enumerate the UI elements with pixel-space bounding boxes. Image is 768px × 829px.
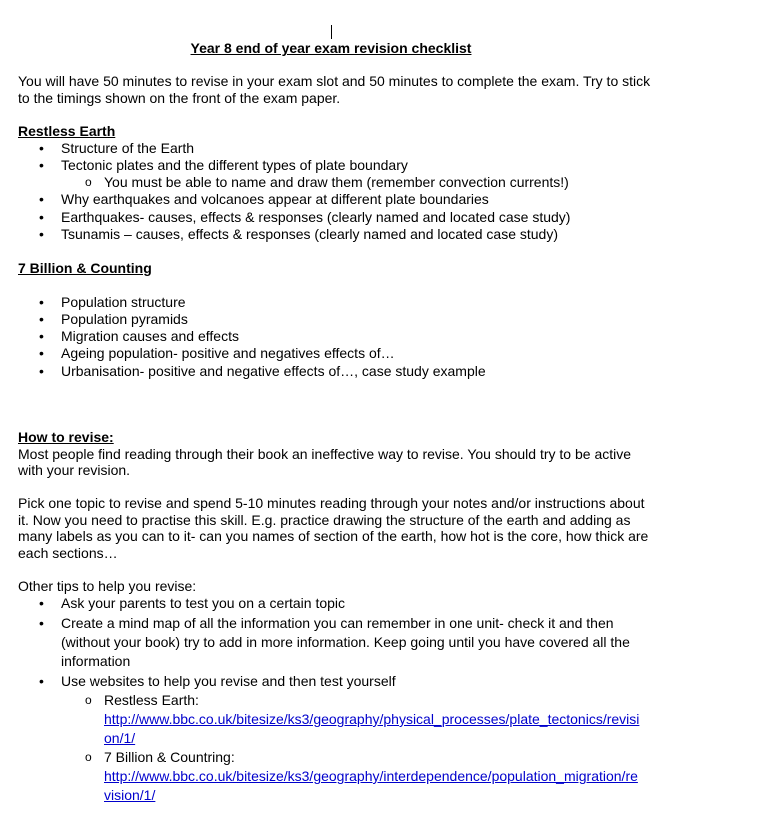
restless-earth-section	[18, 123, 658, 243]
billion-list	[18, 294, 658, 380]
websites-list	[61, 691, 658, 805]
bitesize-population-link[interactable]: http://www.bbc.co.uk/bitesize/ks3/geography/interdependence/population_migration/revision/1/	[104, 768, 638, 803]
bitesize-restless-earth-link[interactable]: http://www.bbc.co.uk/bitesize/ks3/geography/physical_processes/plate_tectonics/revision/1/	[104, 711, 640, 746]
list-item: • Use websites to help you revise and then test yourself o Restless Earth: http://www.bbc.co.uk/bitesize/ks3/geography/physical_processes/plate_tectonics/revision/1/ o 7 Billion & Countring: http://www.bbc.co.uk/bitesize/ks3/geography/interdependence/population_migration/revision/1/	[18, 672, 658, 805]
restless-earth-heading: Restless Earth	[18, 123, 116, 139]
list-item: • Ageing population- positive and negatives effects of…	[18, 345, 658, 362]
website-item	[18, 691, 658, 748]
website-label: 7 Billion & Countring:	[104, 749, 235, 765]
list-item: • Create a mind map of all the information you can remember in one unit- check it and then (without your book) try to add in more information. Keep going until you have covered all the information	[18, 614, 658, 671]
revise-paragraph-2: Pick one topic to revise and spend 5-10 minutes reading through your notes and/or instructions about it. Now you need to practise this skill. E.g. practice drawing the structure of the earth and adding as many labels as you can to it- can you names of section of the earth, how hot is the core, how thick are each sections…	[18, 495, 649, 561]
list-item: • Population pyramids	[18, 311, 658, 328]
list-item: • Ask your parents to test you on a certain topic	[18, 594, 658, 613]
billion-heading: 7 Billion & Counting	[18, 260, 152, 276]
list-item: • Tectonic plates and the different types of plate boundary o You must be able to name and draw them (remember convection currents!)	[18, 157, 658, 192]
list-item: • Urbanisation- positive and negative effects of…, case study example	[18, 363, 658, 380]
list-item: • Structure of the Earth	[18, 140, 658, 157]
how-to-revise-heading: How to revise:	[18, 429, 114, 445]
intro-paragraph: You will have 50 minutes to revise in your exam slot and 50 minutes to complete the exam. Try to stick to the timings shown on the front of the exam paper.	[18, 73, 651, 106]
restless-earth-list	[18, 140, 658, 244]
list-item: • Population structure	[18, 294, 658, 311]
sub-list-item: o You must be able to name and draw them (remember convection currents!)	[18, 174, 658, 191]
page-title: Year 8 end of year exam revision checklist	[190, 40, 472, 56]
text-cursor	[331, 25, 332, 39]
list-item: • Earthquakes- causes, effects & responses (clearly named and located case study)	[18, 209, 658, 226]
how-to-revise-section	[18, 429, 658, 806]
list-item: • Tsunamis – causes, effects & responses (clearly named and located case study)	[18, 226, 658, 243]
sub-list	[61, 174, 658, 191]
revise-paragraph-1: Most people find reading through their book an ineffective way to revise. You should try to be active with your revision.	[18, 445, 632, 478]
tips-intro: Other tips to help you revise:	[18, 577, 197, 594]
list-item: • Why earthquakes and volcanoes appear at different plate boundaries	[18, 191, 658, 208]
list-item: • Migration causes and effects	[18, 328, 658, 345]
billion-section	[18, 260, 658, 380]
tips-list	[18, 594, 658, 805]
website-item	[18, 748, 658, 805]
website-label: Restless Earth:	[104, 692, 199, 708]
